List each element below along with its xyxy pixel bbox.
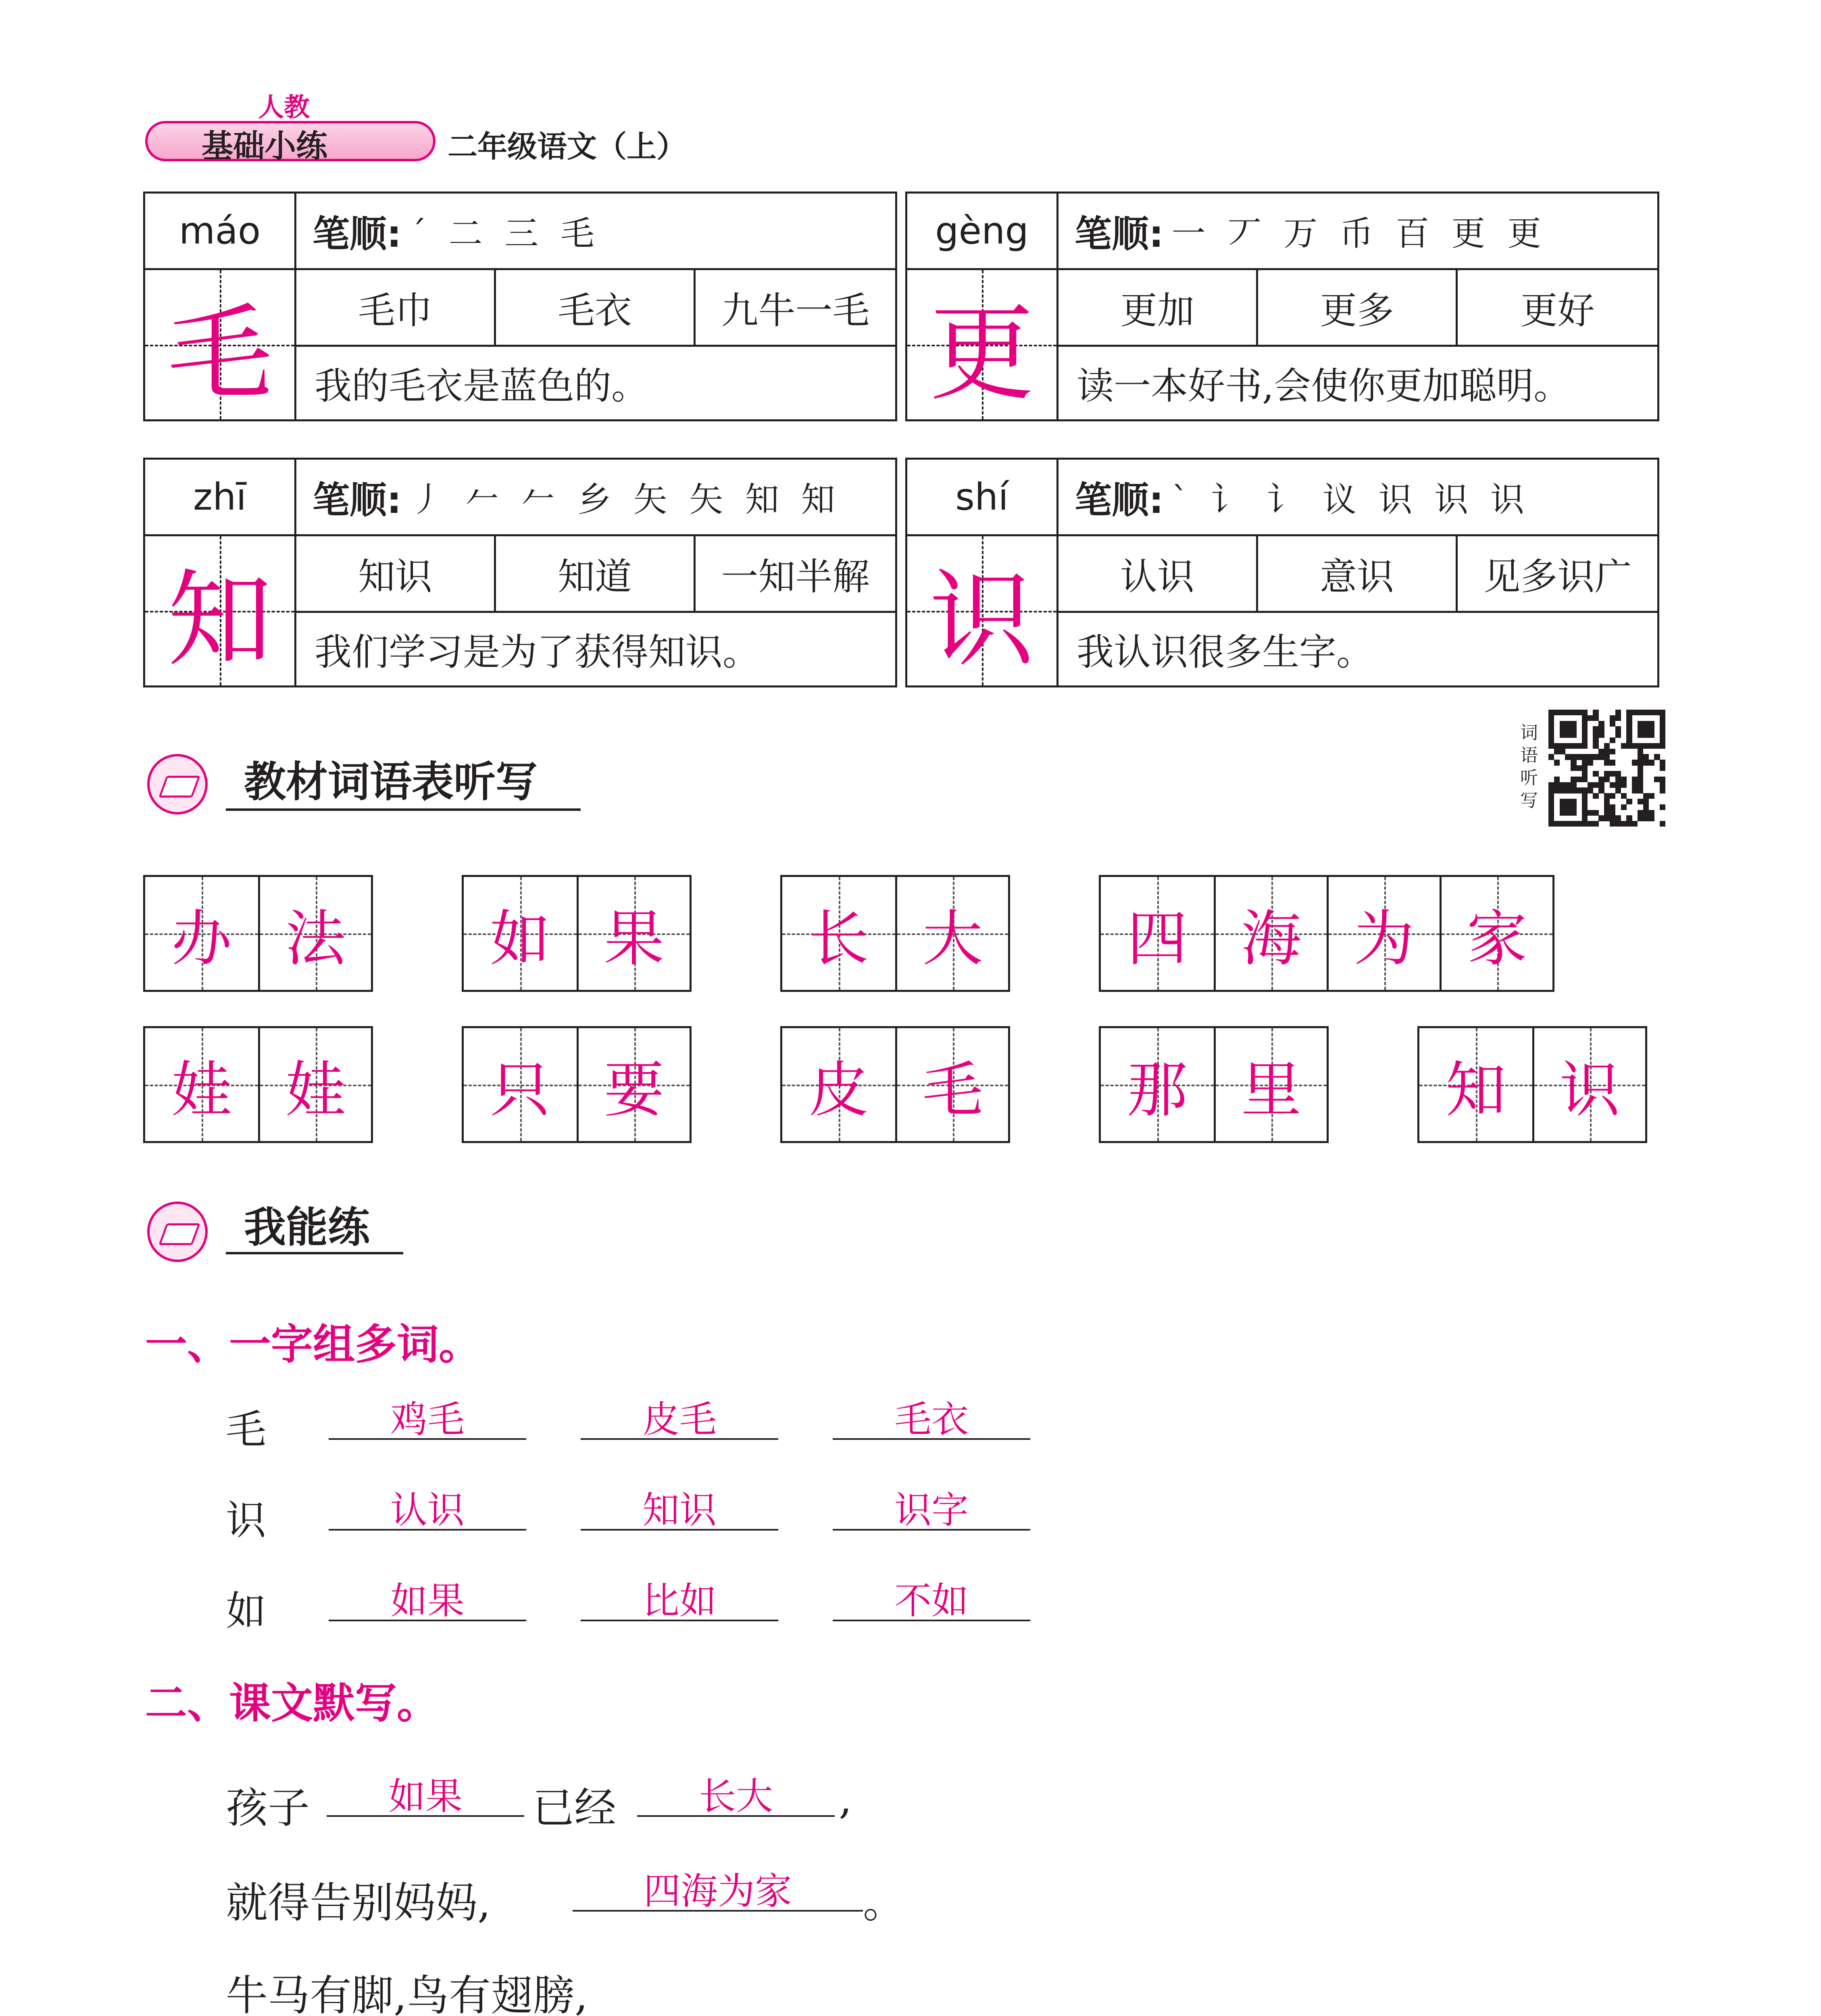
dictation-cell[interactable] bbox=[464, 877, 577, 990]
poem-line-1-mid: 已经 bbox=[532, 1783, 617, 1833]
char-table bbox=[143, 458, 897, 687]
word: 知识 bbox=[296, 536, 496, 613]
poem-line-3: 牛马有脚,鸟有翅膀, bbox=[226, 1971, 588, 2016]
dictation-box bbox=[780, 1026, 1010, 1143]
blank-answer[interactable]: 认识 bbox=[329, 1492, 526, 1531]
dictation-char: 毛 bbox=[922, 1055, 983, 1125]
char-table bbox=[143, 192, 897, 421]
question-1-heading: 一、一字组多词。 bbox=[145, 1320, 481, 1369]
blank-answer[interactable]: 四海为家 bbox=[573, 1873, 863, 1912]
big-character-cell bbox=[145, 270, 296, 419]
book-icon bbox=[147, 1202, 208, 1262]
blank-answer[interactable]: 比如 bbox=[581, 1583, 778, 1621]
word: 毛巾 bbox=[296, 270, 496, 347]
dictation-cell[interactable] bbox=[1327, 877, 1440, 990]
blank-answer[interactable]: 识字 bbox=[833, 1492, 1030, 1531]
section-title-practice: 我能练 bbox=[244, 1203, 370, 1252]
dictation-cell[interactable] bbox=[145, 1028, 258, 1141]
dictation-char: 海 bbox=[1241, 904, 1302, 974]
stroke-order-label: 笔顺: bbox=[1075, 478, 1164, 522]
big-character: 更 bbox=[929, 293, 1034, 415]
qr-code-icon[interactable] bbox=[1548, 710, 1665, 827]
pinyin: zhī bbox=[145, 460, 296, 536]
dictation-char: 为 bbox=[1354, 904, 1415, 974]
dictation-char: 四 bbox=[1127, 904, 1188, 974]
dictation-cell[interactable] bbox=[782, 1028, 895, 1141]
prompt-character: 识 bbox=[226, 1497, 266, 1544]
dictation-box bbox=[143, 1026, 373, 1143]
stroke-order bbox=[296, 194, 895, 270]
section-title-dictation: 教材词语表听写 bbox=[244, 757, 538, 806]
dictation-char: 娃 bbox=[171, 1055, 232, 1125]
dictation-box bbox=[462, 1026, 692, 1143]
dictation-box bbox=[462, 875, 692, 992]
header-subtitle: 二年级语文（上） bbox=[448, 129, 686, 164]
word: 更多 bbox=[1258, 270, 1458, 347]
word: 毛衣 bbox=[496, 270, 696, 347]
dictation-cell[interactable] bbox=[464, 1028, 577, 1141]
dictation-cell[interactable] bbox=[895, 1028, 1008, 1141]
blank-answer[interactable]: 如果 bbox=[329, 1583, 526, 1621]
dictation-cell[interactable] bbox=[1214, 877, 1327, 990]
dictation-char: 家 bbox=[1467, 904, 1527, 974]
dictation-cell[interactable] bbox=[145, 877, 258, 990]
big-character: 识 bbox=[929, 559, 1034, 681]
blank-answer[interactable]: 知识 bbox=[581, 1492, 778, 1531]
blank-answer[interactable]: 鸡毛 bbox=[329, 1401, 526, 1440]
word: 一知半解 bbox=[696, 536, 895, 613]
big-character-cell bbox=[907, 536, 1058, 685]
big-character-cell bbox=[145, 536, 296, 685]
dictation-char: 长 bbox=[808, 904, 869, 974]
stroke-order-sequence: ˋ 讠 讠 议 识 识 识 bbox=[1171, 480, 1530, 519]
dictation-box bbox=[1099, 875, 1554, 992]
dictation-char: 娃 bbox=[285, 1055, 346, 1125]
dictation-cell[interactable] bbox=[1532, 1028, 1645, 1141]
dictation-cell[interactable] bbox=[1419, 1028, 1532, 1141]
dictation-cell[interactable] bbox=[577, 877, 690, 990]
word: 九牛一毛 bbox=[696, 270, 895, 347]
example-sentence: 读一本好书,会使你更加聪明。 bbox=[1077, 364, 1571, 408]
dictation-char: 果 bbox=[604, 904, 665, 974]
stroke-order-sequence: 丿 𠂉 𠂉 乡 矢 矢 知 知 bbox=[409, 480, 841, 519]
example-sentence: 我认识很多生字。 bbox=[1077, 631, 1374, 674]
dictation-char: 如 bbox=[490, 904, 550, 974]
big-character-cell bbox=[907, 270, 1058, 419]
word: 更加 bbox=[1058, 270, 1258, 347]
stroke-order-label: 笔顺: bbox=[1075, 212, 1164, 256]
example-sentence: 我们学习是为了获得知识。 bbox=[315, 631, 760, 674]
dictation-cell[interactable] bbox=[1440, 877, 1552, 990]
dictation-box bbox=[1417, 1026, 1647, 1143]
dictation-cell[interactable] bbox=[258, 877, 371, 990]
dictation-char: 只 bbox=[490, 1055, 550, 1125]
stroke-order-sequence: 一 丆 万 币 百 更 更 bbox=[1171, 214, 1547, 253]
blank-answer[interactable]: 如果 bbox=[327, 1778, 524, 1817]
dictation-char: 法 bbox=[285, 904, 346, 974]
blank-answer[interactable]: 皮毛 bbox=[581, 1401, 778, 1440]
poem-line-1-end: , bbox=[839, 1774, 852, 1823]
dictation-cell[interactable] bbox=[782, 877, 895, 990]
dictation-box bbox=[780, 875, 1010, 992]
word: 见多识广 bbox=[1458, 536, 1657, 613]
big-character: 毛 bbox=[167, 293, 272, 415]
qr-label: 词语听写 bbox=[1520, 723, 1538, 811]
example-sentence: 我的毛衣是蓝色的。 bbox=[315, 364, 649, 408]
section-underline bbox=[226, 1252, 403, 1254]
book-icon bbox=[147, 754, 208, 814]
dictation-char: 皮 bbox=[808, 1055, 869, 1125]
dictation-cell[interactable] bbox=[1214, 1028, 1327, 1141]
word: 更好 bbox=[1458, 270, 1657, 347]
dictation-char: 要 bbox=[604, 1055, 665, 1125]
pinyin: gèng bbox=[907, 194, 1058, 270]
dictation-box bbox=[143, 875, 373, 992]
dictation-char: 知 bbox=[1445, 1055, 1506, 1125]
poem-line-1-start: 孩子 bbox=[226, 1783, 310, 1833]
pinyin: shí bbox=[907, 460, 1058, 536]
dictation-char: 那 bbox=[1127, 1055, 1188, 1125]
header-title: 基础小练 bbox=[202, 128, 328, 165]
header-tag: 人教 bbox=[258, 93, 310, 123]
word: 意识 bbox=[1258, 536, 1458, 613]
dictation-char: 大 bbox=[922, 904, 983, 974]
char-table bbox=[905, 458, 1659, 687]
stroke-order-label: 笔顺: bbox=[313, 212, 402, 256]
prompt-character: 毛 bbox=[226, 1406, 266, 1453]
poem-line-2-end: 。 bbox=[863, 1878, 905, 1927]
prompt-character: 如 bbox=[226, 1587, 266, 1635]
dictation-cell[interactable] bbox=[1101, 1028, 1214, 1141]
blank-answer[interactable]: 毛衣 bbox=[833, 1401, 1030, 1440]
word: 知道 bbox=[496, 536, 696, 613]
dictation-cell[interactable] bbox=[1101, 877, 1214, 990]
dictation-char: 里 bbox=[1241, 1055, 1302, 1125]
stroke-order bbox=[1058, 194, 1657, 270]
stroke-order bbox=[1058, 460, 1657, 536]
section-underline bbox=[226, 808, 581, 811]
char-table bbox=[905, 192, 1659, 421]
blank-answer[interactable]: 长大 bbox=[637, 1778, 835, 1817]
question-2-heading: 二、课文默写。 bbox=[145, 1679, 439, 1728]
dictation-cell[interactable] bbox=[258, 1028, 371, 1141]
dictation-char: 办 bbox=[171, 904, 232, 974]
big-character: 知 bbox=[167, 559, 272, 681]
dictation-cell[interactable] bbox=[577, 1028, 690, 1141]
blank-answer[interactable]: 不如 bbox=[833, 1583, 1030, 1621]
stroke-order-label: 笔顺: bbox=[313, 478, 402, 522]
dictation-box bbox=[1099, 1026, 1329, 1143]
pinyin: máo bbox=[145, 194, 296, 270]
word: 认识 bbox=[1058, 536, 1258, 613]
stroke-order bbox=[296, 460, 895, 536]
poem-line-2-start: 就得告别妈妈, bbox=[226, 1878, 491, 1927]
dictation-char: 识 bbox=[1559, 1055, 1620, 1125]
stroke-order-sequence: ˊ 二 三 毛 bbox=[409, 214, 600, 253]
dictation-cell[interactable] bbox=[895, 877, 1008, 990]
